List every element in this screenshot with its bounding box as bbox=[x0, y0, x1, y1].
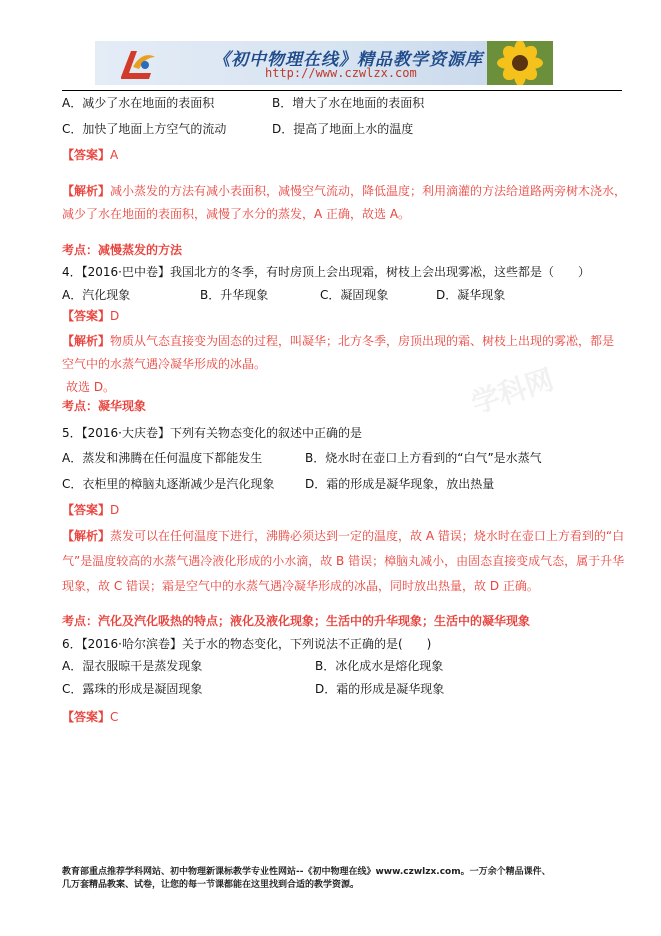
q4-option-c: C．凝固现象 bbox=[320, 288, 389, 302]
q3-kaodian: 考点：减慢蒸发的方法 bbox=[62, 243, 183, 257]
q5-analysis-line-2: 气”是温度较高的水蒸气遇冷液化形成的小水滴，故 B 错误；樟脑丸减小，由固态直接变成气态，属于升华 bbox=[62, 554, 625, 568]
q5-analysis-line-3: 现象，故 C 错误；霜是空气中的水蒸气遇冷凝华形成的冰晶，同时放出热量，故 D 正确。 bbox=[62, 579, 539, 593]
analysis-tag: 【解析】 bbox=[62, 184, 111, 198]
header-title: 《初中物理在线》精品教学资源库 bbox=[213, 50, 483, 70]
q6-option-c: C．露珠的形成是凝固现象 bbox=[62, 682, 203, 696]
answer-tag: 【答案】 bbox=[62, 710, 111, 724]
q4-option-b: B．升华现象 bbox=[200, 288, 269, 302]
q5-stem: 5．【2016·大庆卷】下列有关物态变化的叙述中正确的是 bbox=[62, 426, 363, 440]
q6-answer bbox=[62, 709, 118, 725]
q4-kaodian: 考点：凝华现象 bbox=[62, 399, 147, 413]
logo-icon bbox=[115, 43, 159, 83]
q3-analysis-line-1: 【解析】减小蒸发的方法有减小表面积，减慢空气流动，降低温度；利用滴灌的方法给道路两旁树木浇水， bbox=[62, 184, 627, 198]
header-rule bbox=[62, 90, 622, 91]
analysis-tag: 【解析】 bbox=[62, 334, 111, 348]
q5-analysis-line-1: 【解析】蒸发可以在任何温度下进行，沸腾必须达到一定的温度，故 A 错误；烧水时在壶口上方看到的“白 bbox=[62, 529, 625, 543]
header-url[interactable]: http://www.czwlzx.com bbox=[265, 66, 417, 80]
analysis-tag: 【解析】 bbox=[62, 529, 111, 543]
answer-tag: 【答案】 bbox=[62, 148, 111, 162]
answer-value: D bbox=[110, 503, 120, 517]
q3-option-d: D．提高了地面上水的温度 bbox=[272, 122, 414, 136]
footer-line-1: 教育部重点推荐学科网站、初中物理新课标教学专业性网站--《初中物理在线》www.czwlzx.com。一万余个精品课件、 bbox=[62, 867, 551, 877]
q4-stem: 4．【2016·巴中卷】我国北方的冬季，有时房顶上会出现霜，树枝上会出现雾凇，这些都是（ ） bbox=[62, 265, 591, 279]
answer-value: A bbox=[110, 148, 119, 162]
answer-tag: 【答案】 bbox=[62, 503, 111, 517]
header-banner bbox=[95, 41, 553, 85]
answer-value: D bbox=[110, 309, 120, 323]
q4-option-a: A．汽化现象 bbox=[62, 288, 131, 302]
q4-analysis-line-1: 【解析】物质从气态直接变为固态的过程，叫凝华；北方冬季，房顶出现的霜、树枝上出现的雾凇，都是 bbox=[62, 334, 615, 348]
footer bbox=[62, 866, 622, 892]
q5-option-a: A．蒸发和沸腾在任何温度下都能发生 bbox=[62, 451, 263, 465]
q6-option-d: D．霜的形成是凝华现象 bbox=[315, 682, 445, 696]
q5-kaodian: 考点：汽化及汽化吸热的特点；液化及液化现象；生活中的升华现象；生活中的凝华现象 bbox=[62, 614, 531, 628]
q5-answer bbox=[62, 502, 119, 518]
answer-tag: 【答案】 bbox=[62, 309, 111, 323]
q3-option-a: A．减少了水在地面的表面积 bbox=[62, 96, 215, 110]
q6-stem: 6．【2016·哈尔滨卷】关于水的物态变化，下列说法不正确的是( ) bbox=[62, 637, 432, 651]
q3-option-c: C．加快了地面上方空气的流动 bbox=[62, 122, 227, 136]
q3-option-b: B．增大了水在地面的表面积 bbox=[272, 96, 425, 110]
q6-option-a: A．湿衣服晾干是蒸发现象 bbox=[62, 659, 203, 673]
q4-option-d: D．凝华现象 bbox=[436, 288, 506, 302]
q4-answer bbox=[62, 308, 119, 324]
q5-option-b: B．烧水时在壶口上方看到的“白气”是水蒸气 bbox=[305, 451, 542, 465]
q4-analysis-line-3: 故选 D。 bbox=[66, 380, 116, 394]
footer-line-2: 几万套精品教案、试卷，让您的每一节课都能在这里找到合适的教学资源。 bbox=[62, 880, 360, 890]
answer-value: C bbox=[110, 710, 119, 724]
q5-option-c: C．衣柜里的樟脑丸逐渐减少是汽化现象 bbox=[62, 477, 275, 491]
sunflower-icon bbox=[487, 41, 553, 85]
q6-option-b: B．冰化成水是熔化现象 bbox=[315, 659, 444, 673]
q4-analysis-line-2: 空气中的水蒸气遇冷凝华形成的冰晶。 bbox=[62, 357, 267, 371]
watermark: 学科网 bbox=[467, 362, 558, 421]
q3-answer bbox=[62, 147, 118, 163]
q5-option-d: D．霜的形成是凝华现象，放出热量 bbox=[305, 477, 495, 491]
q3-analysis-line-2: 减少了水在地面的表面积，减慢了水分的蒸发，A 正确，故选 A。 bbox=[62, 207, 411, 221]
